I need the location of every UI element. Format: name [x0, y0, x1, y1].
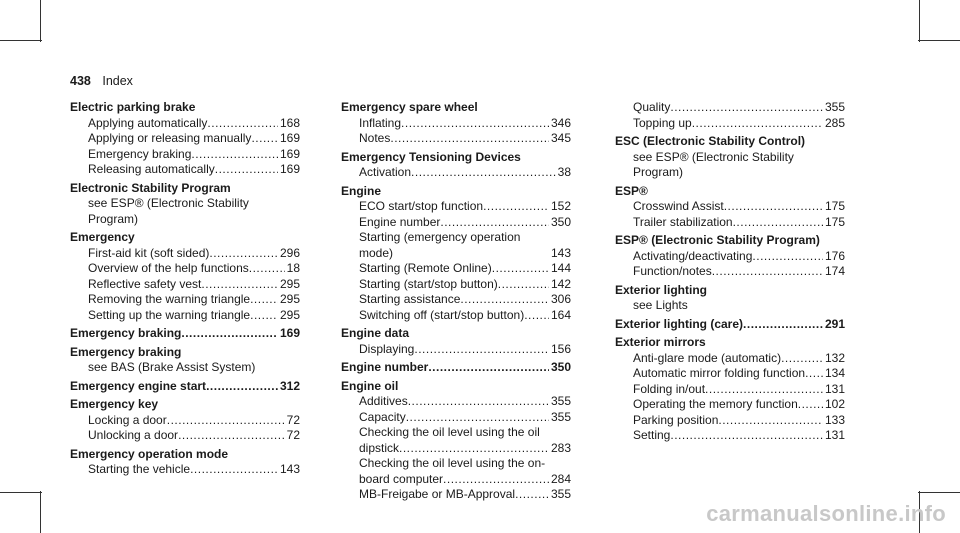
- subentry[interactable]: [341, 277, 571, 293]
- leader-dots: [215, 162, 278, 178]
- page-ref[interactable]: 38: [557, 165, 571, 179]
- leader-dots: [492, 261, 549, 277]
- index-entry: [70, 447, 300, 478]
- leader-dots: [428, 360, 549, 376]
- subentry-text: Activation: [359, 165, 412, 179]
- subentry-text: Starting (Remote Online): [359, 261, 492, 275]
- leader-dots: [250, 308, 278, 324]
- page-ref[interactable]: 152: [550, 199, 571, 213]
- leader-dots: [798, 397, 823, 413]
- leader-dots: [401, 116, 549, 132]
- page-ref[interactable]: 132: [824, 350, 845, 365]
- crop-mark: [0, 40, 42, 41]
- subentry-text: MB-Freigabe or MB-Approval: [359, 487, 516, 501]
- subentry[interactable]: [341, 116, 571, 132]
- index-entry: [70, 326, 300, 342]
- index-heading: Emergency spare wheel: [341, 100, 478, 114]
- subentry-text: Starting (start/stop button): [359, 276, 498, 291]
- leader-dots: [733, 215, 823, 231]
- index-heading[interactable]: [70, 326, 300, 342]
- leader-dots: [207, 116, 278, 132]
- leader-dots: [670, 100, 823, 116]
- subentry[interactable]: [341, 308, 571, 324]
- index-entry: [615, 317, 845, 333]
- subentry[interactable]: [70, 428, 300, 444]
- subentry[interactable]: [341, 472, 571, 488]
- index-heading: Exterior lighting: [615, 282, 708, 297]
- leader-dots: [250, 292, 278, 308]
- index-entry: [341, 150, 571, 181]
- index-heading: ESP®: [615, 183, 648, 198]
- leader-dots: [201, 277, 278, 293]
- subentry-text: Quality: [633, 100, 671, 114]
- page-ref[interactable]: 168: [279, 115, 300, 130]
- cross-reference[interactable]: see ESP® (Electronic Stability Program): [88, 196, 249, 226]
- leader-dots: [411, 165, 556, 181]
- page-ref[interactable]: 169: [279, 162, 300, 176]
- index-entry: [70, 230, 300, 323]
- subentry[interactable]: [615, 366, 845, 382]
- subentry[interactable]: [341, 230, 571, 261]
- page-ref[interactable]: 291: [824, 316, 845, 331]
- subentry-text: Parking position: [633, 412, 719, 427]
- leader-dots: [181, 326, 278, 342]
- leader-dots: [781, 351, 823, 367]
- leader-dots: [718, 413, 823, 429]
- page-ref[interactable]: 355: [550, 409, 571, 424]
- heading-text: Emergency engine start: [70, 378, 207, 393]
- leader-dots: [414, 342, 549, 358]
- page-ref[interactable]: 284: [550, 471, 571, 486]
- subentry-text: Removing the warning triangle: [88, 292, 251, 306]
- cross-reference[interactable]: see BAS (Brake Assist System): [88, 360, 256, 374]
- subentry[interactable]: [615, 249, 845, 265]
- subentry[interactable]: [615, 116, 845, 132]
- heading-text: Engine number: [341, 360, 429, 374]
- index-heading: Engine: [341, 183, 382, 198]
- page-ref[interactable]: 144: [550, 261, 571, 275]
- leader-dots: [805, 366, 823, 382]
- subentry-text: Reflective safety vest: [88, 276, 202, 291]
- subentry-text: Notes: [359, 131, 391, 145]
- subentry[interactable]: [70, 277, 300, 293]
- subentry[interactable]: [615, 397, 845, 413]
- leader-dots: [190, 462, 278, 478]
- crop-mark: [40, 0, 41, 42]
- page-number: 438: [70, 74, 91, 88]
- leader-dots: [443, 472, 549, 488]
- leader-dots: [206, 379, 278, 395]
- subentry[interactable]: [70, 116, 300, 132]
- index-entry: [341, 100, 571, 147]
- subentry-text: Overview of the help functions: [88, 261, 249, 275]
- leader-dots: [167, 413, 285, 429]
- subentry-text: Function/notes: [633, 264, 712, 278]
- heading-text: Emergency braking: [70, 326, 182, 340]
- leader-dots: [724, 199, 823, 215]
- crop-mark: [918, 40, 960, 41]
- leader-dots: [408, 394, 549, 410]
- page-ref[interactable]: 296: [279, 245, 300, 260]
- crop-mark: [0, 492, 42, 493]
- index-entry: [615, 335, 845, 444]
- crop-mark: [919, 0, 920, 42]
- index-heading: Emergency operation mode: [70, 446, 229, 461]
- subentry-text: Starting assistance: [359, 292, 461, 306]
- page-ref[interactable]: 175: [824, 199, 845, 213]
- index-heading: ESC (Electronic Stability Control): [615, 134, 806, 148]
- subentry-text: Checking the oil level using the oil: [359, 425, 540, 439]
- subentry[interactable]: [615, 413, 845, 429]
- subentry[interactable]: [341, 342, 571, 358]
- index-entry: [70, 379, 300, 395]
- page-ref[interactable]: 164: [550, 307, 571, 322]
- page-ref[interactable]: 350: [550, 214, 571, 229]
- subentry[interactable]: [615, 351, 845, 367]
- subentry-text: Releasing automatically: [88, 162, 215, 176]
- leader-dots: [440, 215, 549, 231]
- leader-dots: [752, 249, 823, 265]
- page-ref[interactable]: 295: [279, 307, 300, 322]
- page-ref[interactable]: 143: [551, 245, 572, 260]
- subentry[interactable]: [70, 147, 300, 163]
- index-entry: [615, 233, 845, 280]
- index-column-1: [70, 100, 300, 481]
- subentry[interactable]: [615, 199, 845, 215]
- page-ref[interactable]: 306: [550, 292, 571, 306]
- subentry-text: Unlocking a door: [88, 428, 179, 442]
- subentry[interactable]: [615, 100, 845, 116]
- subentry[interactable]: [615, 382, 845, 398]
- leader-dots: [390, 131, 549, 147]
- heading-text: Exterior lighting (care): [615, 316, 744, 331]
- subentry[interactable]: [615, 264, 845, 280]
- page-ref[interactable]: 169: [279, 146, 300, 161]
- index-heading: Emergency key: [70, 397, 159, 411]
- page-ref[interactable]: 176: [824, 248, 845, 263]
- subentry[interactable]: [341, 199, 571, 215]
- page-ref[interactable]: 345: [550, 131, 571, 145]
- section-title: Index: [102, 74, 133, 88]
- subentry[interactable]: [341, 292, 571, 308]
- leader-dots: [524, 308, 549, 324]
- subentry-text: Applying automatically: [88, 115, 208, 130]
- subentry[interactable]: [341, 487, 571, 503]
- subentry[interactable]: [341, 441, 571, 457]
- subentry-text: Topping up: [633, 115, 692, 130]
- subentry[interactable]: [341, 165, 571, 181]
- index-column-2: [341, 100, 571, 506]
- page-ref[interactable]: 169: [279, 326, 300, 340]
- index-heading: Exterior mirrors: [615, 335, 706, 349]
- leader-dots: [209, 246, 278, 262]
- subentry[interactable]: [70, 292, 300, 308]
- subentry[interactable]: [341, 394, 571, 410]
- page-ref[interactable]: 72: [286, 412, 300, 427]
- index-entry: [70, 397, 300, 444]
- subentry[interactable]: [341, 261, 571, 277]
- index-heading: Engine oil: [341, 378, 399, 393]
- index-entry: [615, 100, 845, 131]
- page-ref[interactable]: 295: [279, 276, 300, 291]
- page-ref[interactable]: 169: [279, 131, 300, 145]
- leader-dots: [712, 264, 823, 280]
- leader-dots: [670, 428, 823, 444]
- index-heading: Electronic Stability Program: [70, 180, 231, 195]
- page-ref[interactable]: 133: [824, 412, 845, 427]
- subentry-text: Inflating: [359, 115, 402, 130]
- page-ref[interactable]: 72: [286, 428, 300, 442]
- index-heading[interactable]: [615, 317, 845, 333]
- index-entry: [341, 184, 571, 324]
- subentry[interactable]: [70, 261, 300, 277]
- subentry-text: Setting: [633, 428, 671, 442]
- subentry-text: Starting (emergency operation mode): [359, 230, 521, 260]
- page-ref[interactable]: 346: [550, 115, 571, 130]
- subentry-continuation: dipstick: [359, 440, 400, 455]
- watermark: carmanualsonline.info: [706, 501, 946, 526]
- subentry[interactable]: [341, 131, 571, 147]
- leader-dots: [249, 261, 285, 277]
- index-entry: [615, 134, 845, 181]
- subentry[interactable]: [341, 215, 571, 231]
- subentry-text: Switching off (start/stop button): [359, 307, 525, 322]
- subentry[interactable]: [70, 308, 300, 324]
- crop-mark: [918, 492, 960, 493]
- subentry-continuation: board computer: [359, 471, 444, 486]
- subentry-text: Trailer stabilization: [633, 214, 733, 229]
- leader-dots: [178, 428, 285, 444]
- subentry[interactable]: [341, 410, 571, 426]
- subentry-text: Operating the memory function: [633, 397, 798, 411]
- index-entry: [341, 379, 571, 503]
- index-heading[interactable]: [70, 379, 300, 395]
- index-entry: [615, 184, 845, 231]
- subentry[interactable]: [70, 462, 300, 478]
- index-heading: Emergency Tensioning Devices: [341, 149, 521, 164]
- subentry[interactable]: [70, 162, 300, 178]
- leader-dots: [251, 131, 278, 147]
- subentry-text: Additives: [359, 394, 408, 408]
- page-ref[interactable]: 156: [550, 341, 571, 356]
- leader-dots: [743, 317, 823, 333]
- index-heading: ESP® (Electronic Stability Program): [615, 233, 820, 247]
- crop-mark: [40, 491, 41, 533]
- subentry-text: Starting the vehicle: [88, 462, 191, 476]
- page-ref[interactable]: 18: [286, 261, 300, 275]
- page-ref[interactable]: 283: [550, 440, 571, 455]
- subentry-text: ECO start/stop function: [359, 199, 484, 213]
- page-ref[interactable]: 102: [824, 397, 845, 411]
- leader-dots: [705, 382, 823, 398]
- page-ref[interactable]: 350: [550, 360, 571, 374]
- index-heading: Emergency: [70, 230, 135, 244]
- index-heading: Electric parking brake: [70, 100, 196, 114]
- index-column-3: [615, 100, 845, 447]
- page-ref[interactable]: 174: [824, 264, 845, 278]
- page-header: [70, 74, 133, 88]
- subentry-text: Engine number: [359, 214, 441, 229]
- page-ref[interactable]: 355: [550, 487, 571, 501]
- page-ref[interactable]: 131: [824, 381, 845, 396]
- subentry[interactable]: [615, 215, 845, 231]
- leader-dots: [515, 487, 549, 503]
- cross-reference[interactable]: see ESP® (Electronic Stability Program): [633, 149, 794, 179]
- leader-dots: [460, 292, 549, 308]
- subentry-text: Automatic mirror folding function: [633, 366, 806, 380]
- leader-dots: [191, 147, 278, 163]
- subentry-text: Activating/deactivating: [633, 248, 753, 263]
- page-ref[interactable]: 355: [824, 100, 845, 114]
- page-ref[interactable]: 312: [279, 378, 300, 393]
- subentry-text: Applying or releasing manually: [88, 131, 252, 145]
- leader-dots: [498, 277, 549, 293]
- subentry[interactable]: [70, 131, 300, 147]
- subentry[interactable]: [70, 413, 300, 429]
- subentry-text: Crosswind Assist: [633, 199, 724, 213]
- subentry-text: Capacity: [359, 409, 406, 424]
- page-ref[interactable]: 285: [824, 115, 845, 130]
- subentry-text: Locking a door: [88, 412, 167, 427]
- subentry-text: First-aid kit (soft sided): [88, 245, 210, 260]
- page-ref[interactable]: 131: [824, 428, 845, 442]
- leader-dots: [399, 441, 549, 457]
- leader-dots: [483, 199, 549, 215]
- page-ref[interactable]: 143: [279, 462, 300, 476]
- subentry-text: Setting up the warning triangle: [88, 307, 251, 322]
- index-entry: [70, 181, 300, 228]
- cross-reference[interactable]: see Lights: [633, 298, 688, 312]
- page-ref[interactable]: 355: [550, 394, 571, 408]
- page-ref[interactable]: 175: [824, 214, 845, 229]
- subentry-text: Anti-glare mode (automatic): [633, 350, 782, 365]
- page-ref[interactable]: 295: [279, 292, 300, 306]
- index-heading: Emergency braking: [70, 344, 182, 359]
- index-entry: [70, 345, 300, 376]
- subentry[interactable]: [70, 246, 300, 262]
- index-heading: Engine data: [341, 326, 410, 340]
- index-entry: [341, 326, 571, 357]
- subentry-text: Emergency braking: [88, 146, 192, 161]
- leader-dots: [406, 410, 549, 426]
- subentry[interactable]: [615, 428, 845, 444]
- leader-dots: [692, 116, 823, 132]
- page-ref[interactable]: 134: [824, 366, 845, 380]
- subentry-text: Checking the oil level using the on-: [359, 456, 546, 470]
- page-ref[interactable]: 142: [550, 276, 571, 291]
- index-entry: [70, 100, 300, 178]
- index-entry: [341, 360, 571, 376]
- subentry-text: Displaying: [359, 341, 415, 356]
- index-entry: [615, 283, 845, 314]
- subentry-text: Folding in/out: [633, 381, 706, 396]
- index-heading[interactable]: [341, 360, 571, 376]
